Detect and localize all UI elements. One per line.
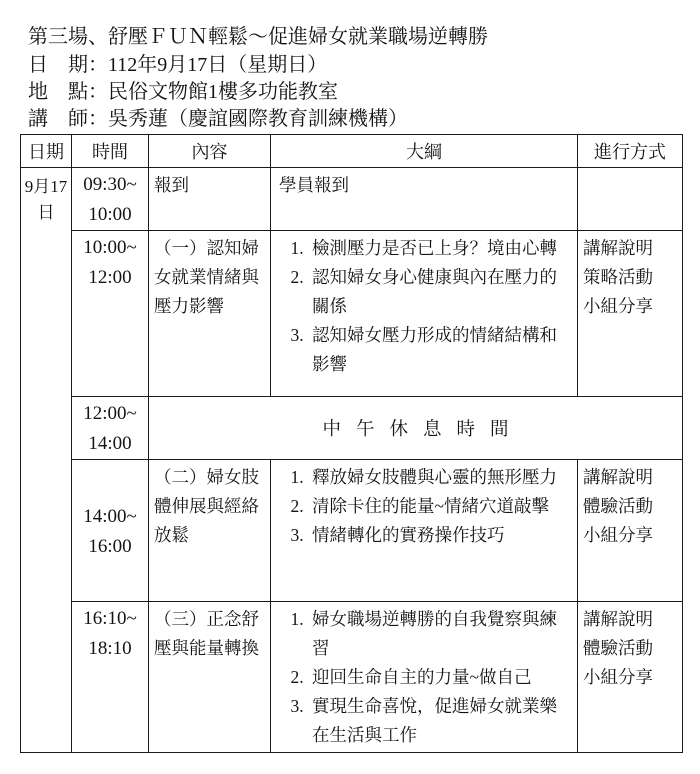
time-cell-session2 xyxy=(72,460,149,602)
row-lunch-break xyxy=(21,397,683,460)
time-start: 12:00~ xyxy=(83,403,137,424)
method-cell-session3 xyxy=(578,602,683,753)
outline-cell-session3 xyxy=(271,602,578,753)
info-line-location: 地 點：民俗文物館1樓多功能教室 xyxy=(28,81,338,103)
col-header-outline: 大綱 xyxy=(271,135,578,168)
method-line: 講解說明 xyxy=(583,609,653,629)
col-header-content: 內容 xyxy=(149,135,271,168)
time-end: 12:00 xyxy=(88,267,132,288)
outline-item: 2. 認知婦女身心健康與內在壓力的關係 xyxy=(308,263,574,321)
time-cell-checkin xyxy=(72,168,149,231)
outline-item: 3. 認知婦女壓力形成的情緒結構和影響 xyxy=(308,321,574,379)
outline-item: 3. 實現生命喜悅，促進婦女就業樂在生活與工作 xyxy=(308,692,574,750)
method-line: 講解說明 xyxy=(583,238,653,258)
method-line: 小組分享 xyxy=(583,296,653,316)
method-line: 講解說明 xyxy=(583,467,653,487)
method-cell-session2 xyxy=(578,460,683,602)
method-line: 小組分享 xyxy=(583,525,653,545)
method-line: 體驗活動 xyxy=(583,496,653,516)
info-line-date: 日 期：112年9月17日（星期日） xyxy=(28,54,328,76)
outline-cell-checkin: 學員報到 xyxy=(271,168,578,231)
method-line: 策略活動 xyxy=(583,267,653,287)
row-checkin xyxy=(21,168,683,231)
time-start: 16:10~ xyxy=(83,608,137,629)
time-start: 09:30~ xyxy=(83,174,137,195)
outline-item: 3. 情緒轉化的實務操作技巧 xyxy=(308,521,574,550)
time-cell-session1 xyxy=(72,231,149,397)
row-session2 xyxy=(21,460,683,602)
outline-cell-session1 xyxy=(271,231,578,397)
method-cell-checkin xyxy=(578,168,683,231)
info-line-lecturer: 講 師：吳秀蓮（慶誼國際教育訓練機構） xyxy=(28,108,408,130)
time-end: 16:00 xyxy=(88,535,132,557)
outline-item: 1. 檢測壓力是否已上身？境由心轉 xyxy=(308,234,574,263)
outline-item: 1. 婦女職場逆轉勝的自我覺察與練習 xyxy=(308,605,574,663)
time-end: 14:00 xyxy=(88,433,132,454)
col-header-time: 時間 xyxy=(72,135,149,168)
time-start: 14:00~ xyxy=(83,505,137,527)
content-cell-checkin: 報到 xyxy=(149,168,271,231)
document-header xyxy=(28,22,678,133)
outline-item: 1. 釋放婦女肢體與心靈的無形壓力 xyxy=(308,463,574,492)
outline-list xyxy=(271,463,574,550)
outline-cell-session2 xyxy=(271,460,578,602)
method-line: 小組分享 xyxy=(583,667,653,687)
method-line: 體驗活動 xyxy=(583,638,653,658)
time-end: 10:00 xyxy=(88,204,132,225)
method-cell-session1 xyxy=(578,231,683,397)
outline-list xyxy=(271,605,574,750)
outline-item: 2. 清除卡住的能量~情緒穴道敲擊 xyxy=(308,492,574,521)
outline-list xyxy=(271,234,574,379)
table-header-row xyxy=(21,135,683,168)
lunch-break-cell: 中午休息時間 xyxy=(149,397,683,460)
content-cell-session3: （三）正念舒壓與能量轉換 xyxy=(149,602,271,753)
outline-item: 2. 迎回生命自主的力量~做自己 xyxy=(308,663,574,692)
time-cell-session3 xyxy=(72,602,149,753)
date-cell: 9月17日 xyxy=(21,168,72,753)
col-header-method: 進行方式 xyxy=(578,135,683,168)
row-session1 xyxy=(21,231,683,397)
document-title: 第三場、舒壓ＦＵＮ輕鬆～促進婦女就業職場逆轉勝 xyxy=(28,26,488,48)
time-end: 18:10 xyxy=(88,638,132,659)
schedule-table xyxy=(20,134,683,753)
row-session3 xyxy=(21,602,683,753)
col-header-date: 日期 xyxy=(21,135,72,168)
time-start: 10:00~ xyxy=(83,237,137,258)
content-cell-session1: （一）認知婦女就業情緒與壓力影響 xyxy=(149,231,271,397)
time-cell-lunch xyxy=(72,397,149,460)
content-cell-session2: （二）婦女肢體伸展與經絡放鬆 xyxy=(149,460,271,602)
